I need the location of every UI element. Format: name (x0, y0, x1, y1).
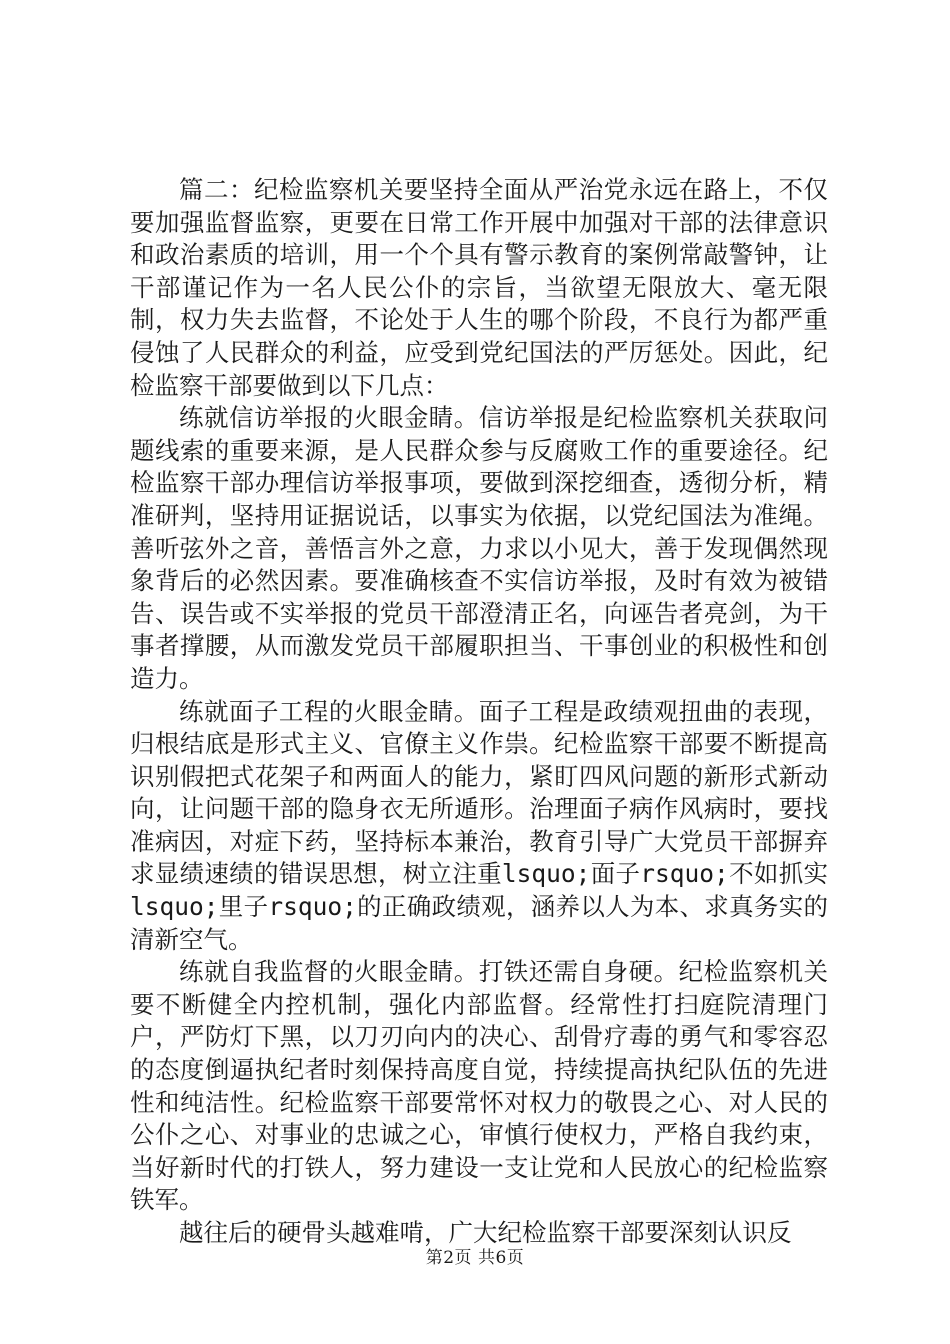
paragraph-closing: 越往后的硬骨头越难啃，广大纪检监察干部要深刻认识反 (179, 1218, 792, 1247)
paragraph-self-supervision: 练就自我监督的火眼金睛。打铁还需自身硬。纪检监察机关要不断健全内控机制，强化内部监督。经常性打扫庭院清理门户，严防灯下黑，以刀刃向内的决心、刮骨疗毒的勇气和零容忍的态度倒逼执纪者时刻保持高度自觉，持续提高执纪队伍的先进性和纯洁性。纪检监察干部要常怀对权力的敬畏之心、对人民的公仆之心、对事业的忠诚之心，审慎行使权力，严格自我约束，当好新时代的打铁人，努力建设一支让党和人民放心的纪检监察铁军。 (130, 957, 828, 1215)
paragraph-face-projects: 练就面子工程的火眼金睛。面子工程是政绩观扭曲的表现，归根结底是形式主义、官僚主义作祟。纪检监察干部要不断提高识别假把式花架子和两面人的能力，紧盯四风问题的新形式新动向，让问题干部的隐身衣无所遁形。治理面子病作风病时，要找准病因，对症下药，坚持标本兼治，教育引导广大党员干部摒弃求显绩速绩的错误思想，树立注重lsquo;面子rsquo;不如抓实lsquo;里子rsquo;的正确政绩观，涵养以人为本、求真务实的清新空气。 (130, 696, 828, 954)
paragraph-intro: 篇二：纪检监察机关要坚持全面从严治党永远在路上，不仅要加强监督监察，更要在日常工作开展中加强对干部的法律意识和政治素质的培训，用一个个具有警示教育的案例常敲警钟，让干部谨记作为一名人民公仆的宗旨，当欲望无限放大、毫无限制，权力失去监督，不论处于人生的哪个阶段，不良行为都严重侵蚀了人民群众的利益，应受到党纪国法的严厉惩处。因此，纪检监察干部要做到以下几点： (130, 175, 828, 400)
paragraph-petition-reporting: 练就信访举报的火眼金睛。信访举报是纪检监察机关获取问题线索的重要来源，是人民群众参与反腐败工作的重要途径。纪检监察干部办理信访举报事项，要做到深挖细查，透彻分析，精准研判，坚持用证据说话，以事实为依据，以党纪国法为准绳。善听弦外之音，善悟言外之意，力求以小见大，善于发现偶然现象背后的必然因素。要准确核查不实信访举报，及时有效为被错告、误告或不实举报的党员干部澄清正名，向诬告者亮剑，为干事者撑腰，从而激发党员干部履职担当、干事创业的积极性和创造力。 (130, 403, 828, 693)
document-body (130, 174, 828, 1250)
page-number-footer: 第2页 共6页 (425, 1248, 525, 1268)
